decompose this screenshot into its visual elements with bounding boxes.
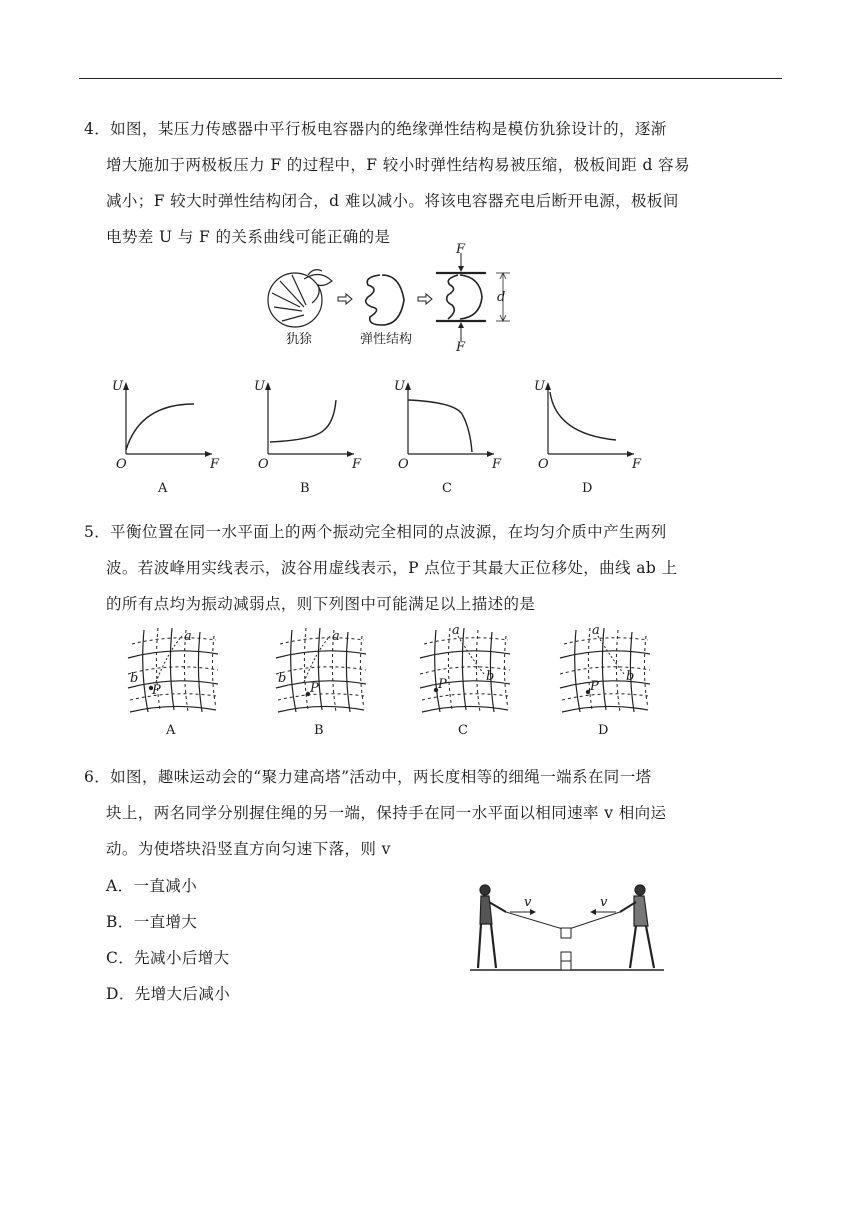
q6-line-3: 动。为使塔块沿竖直方向匀速下落，则 v xyxy=(106,840,391,858)
arrow-right-icon xyxy=(338,294,352,304)
svg-text:a: a xyxy=(332,629,340,644)
q6-option-b: B．一直增大 xyxy=(106,913,198,931)
curve-b xyxy=(270,400,336,442)
q4-graph-c xyxy=(394,378,504,498)
y-axis-label: U xyxy=(254,379,265,394)
q4-line-4: 电势差 U 与 F 的关系曲线可能正确的是 xyxy=(106,228,391,246)
option-label-a: A xyxy=(158,481,168,496)
svg-text:b: b xyxy=(486,669,495,684)
curve-c xyxy=(408,400,472,452)
q5-line-1: 5．平衡位置在同一水平面上的两个振动完全相同的点波源，在均匀介质中产生两列 xyxy=(84,523,667,541)
x-axis-label: F xyxy=(632,457,642,472)
origin-label: O xyxy=(398,457,409,472)
q6-option-a: A．一直减小 xyxy=(106,877,198,895)
q4-line-2: 增大施加于两极板压力 F 的过程中，F 较小时弹性结构易被压缩，极板间距 d 容易 xyxy=(106,156,690,174)
origin-label: O xyxy=(538,457,549,472)
svg-text:a: a xyxy=(592,623,600,638)
x-axis-label: F xyxy=(352,457,362,472)
x-axis-label: F xyxy=(492,457,502,472)
svg-text:P: P xyxy=(590,679,599,694)
svg-text:a: a xyxy=(452,623,460,638)
origin-label: O xyxy=(258,457,269,472)
svg-text:a: a xyxy=(184,629,192,644)
right-student-icon xyxy=(620,885,654,968)
svg-text:b: b xyxy=(278,671,287,686)
force-label-top: F xyxy=(456,242,466,257)
velocity-label-left: v xyxy=(524,895,532,910)
velocity-label-right: v xyxy=(600,895,608,910)
q6-line-2: 块上，两名同学分别握住绳的另一端，保持手在同一水平面以相同速率 v 相向运 xyxy=(106,804,667,822)
armadillo-label: 犰狳 xyxy=(286,332,313,347)
elastic-structure-label: 弹性结构 xyxy=(360,332,413,347)
svg-text:P: P xyxy=(438,677,447,692)
x-axis-label: F xyxy=(210,457,220,472)
origin-label: O xyxy=(116,457,127,472)
option-label-a: A xyxy=(166,723,176,738)
q4-graph-a xyxy=(112,378,222,498)
option-label-b: B xyxy=(314,723,324,738)
q5-wave-figure-a xyxy=(122,622,232,742)
q5-line-3: 的所有点均为振动减弱点，则下列图中可能满足以上描述的是 xyxy=(106,595,536,613)
q5-line-2: 波。若波峰用实线表示，波谷用虚线表示，P 点位于其最大正位移处，曲线 ab 上 xyxy=(106,559,678,577)
gap-label: d xyxy=(497,290,506,305)
q4-line-3: 减小；F 较大时弹性结构闭合，d 难以减小。将该电容器充电后断开电源，极板间 xyxy=(106,192,679,210)
elastic-structure-shape xyxy=(366,275,404,325)
q6-line-1: 6．如图，趣味运动会的“聚力建高塔”活动中，两长度相等的细绳一端系在同一塔 xyxy=(84,768,652,786)
y-axis-label: U xyxy=(394,379,405,394)
q5-wave-figure-c xyxy=(414,622,524,742)
option-label-c: C xyxy=(458,723,468,738)
option-label-d: D xyxy=(598,723,609,738)
force-label-bottom: F xyxy=(456,340,466,355)
y-axis-label: U xyxy=(112,379,123,394)
curve-d xyxy=(550,392,616,440)
curve-a xyxy=(126,404,194,450)
svg-text:b: b xyxy=(626,669,635,684)
option-label-c: C xyxy=(442,481,452,496)
q6-option-c: C．先减小后增大 xyxy=(106,949,230,967)
header-rule xyxy=(79,78,782,79)
arrow-right-icon xyxy=(418,294,432,304)
option-label-d: D xyxy=(582,481,593,496)
option-label-b: B xyxy=(300,481,310,496)
q4-line-1: 4．如图，某压力传感器中平行板电容器内的绝缘弹性结构是模仿犰狳设计的，逐渐 xyxy=(84,120,667,138)
q4-graph-b xyxy=(254,378,364,498)
q6-tower-figure xyxy=(468,880,668,975)
svg-text:P: P xyxy=(310,681,319,696)
y-axis-label: U xyxy=(534,379,545,394)
q5-wave-figure-b xyxy=(270,622,380,742)
q5-wave-figure-d xyxy=(554,622,664,742)
q4-graph-d xyxy=(534,378,644,498)
left-student-icon xyxy=(478,885,506,968)
svg-text:P: P xyxy=(152,683,161,698)
armadillo-icon xyxy=(268,270,332,327)
q4-armadillo-figure xyxy=(260,242,540,355)
svg-text:b: b xyxy=(130,671,139,686)
q6-option-d: D．先增大后减小 xyxy=(106,985,231,1003)
